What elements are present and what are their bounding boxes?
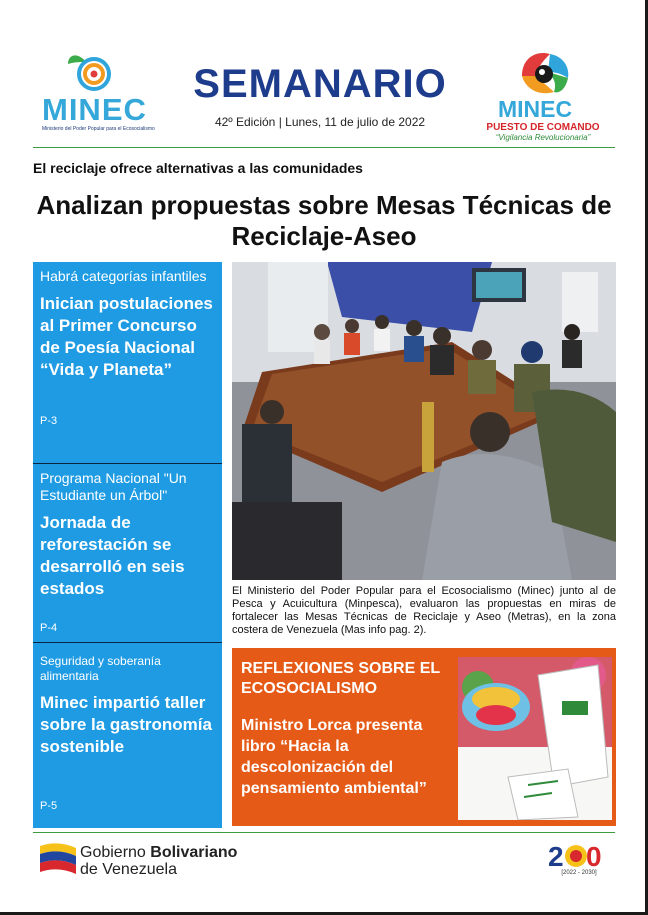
minec-logo-tagline: Ministerio del Poder Popular para el Ecosocialismo xyxy=(42,126,155,132)
sidebar-divider xyxy=(33,463,222,464)
news-sidebar xyxy=(33,262,222,828)
story-subtitle: Habrá categorías infantiles xyxy=(40,268,207,284)
story-page-ref: P-4 xyxy=(40,622,58,634)
kicker: El reciclaje ofrece alternativas a las comunidades xyxy=(33,160,363,176)
venezuela-flag-icon xyxy=(38,840,78,880)
plan-2030-logo xyxy=(546,838,612,880)
meeting-photo xyxy=(232,262,616,580)
book-photo xyxy=(458,657,612,820)
svg-text:0: 0 xyxy=(586,841,602,870)
minec-logo-text: MINEC xyxy=(42,92,147,127)
gobierno-line1 xyxy=(80,844,237,862)
sidebar-story-reforestation[interactable] xyxy=(40,470,216,634)
gobierno-word: Gobierno xyxy=(80,844,151,861)
sidebar-divider xyxy=(33,642,222,643)
puesto-logo-line2: “Vigilancia Revolucionaria” xyxy=(495,133,591,142)
plan-years: [2022 - 2030] xyxy=(561,870,597,876)
story-subtitle: Programa Nacional "Un Estudiante un Árbol" xyxy=(40,470,187,503)
feature-title: Ministro Lorca presenta libro “Hacia la descolonización del pensamiento ambiental” xyxy=(241,717,427,797)
puesto-logo-line1: PUESTO DE COMANDO xyxy=(486,122,600,133)
sidebar-story-gastronomy[interactable] xyxy=(40,654,216,812)
story-page-ref: P-3 xyxy=(40,415,58,427)
puesto-de-comando-logo xyxy=(478,46,608,142)
puesto-logo-minec: MINEC xyxy=(498,96,573,122)
feature-box[interactable] xyxy=(232,648,616,826)
story-subtitle: Seguridad y soberanía alimentaria xyxy=(40,654,161,683)
footer-divider xyxy=(33,832,615,833)
header-divider xyxy=(33,147,615,148)
sidebar-story-poetry[interactable] xyxy=(40,268,216,427)
main-headline: Analizan propuestas sobre Mesas Técnicas de Reciclaje-Aseo xyxy=(36,190,612,251)
plan-2030-emblem-icon xyxy=(546,838,612,870)
eye-emblem-icon xyxy=(478,46,608,100)
photo-caption: El Ministerio del Poder Popular para el Ecosocialismo (Minec) junto al de Pesca y Acuicultura (Minpesca), evaluaron las propuestas en miras de fortalecer las Mesas Técnicas de Reciclaje y Aseo (Metras), en la zona costera de Venezuela (Mas info pag. 2). xyxy=(232,585,616,636)
story-page-ref: P-5 xyxy=(40,800,58,812)
gobierno-bolivariano-logo xyxy=(38,838,268,880)
edition-date: 42º Edición | Lunes, 11 de julio de 2022 xyxy=(214,115,426,129)
story-title: Inician postulaciones al Primer Concurso de Poesía Nacional “Vida y Planeta” xyxy=(40,294,213,379)
gobierno-line2: de Venezuela xyxy=(80,861,177,878)
bolivariano-word: Bolivariano xyxy=(150,844,238,861)
spiral-leaf-icon xyxy=(38,50,158,94)
feature-section: REFLEXIONES SOBRE EL ECOSOCIALISMO xyxy=(241,660,440,697)
story-title: Jornada de reforestación se desarrolló en seis estados xyxy=(40,513,185,598)
svg-text:2: 2 xyxy=(548,841,564,870)
story-title: Minec impartió taller sobre la gastronomía sostenible xyxy=(40,693,212,756)
minec-logo xyxy=(38,50,158,134)
newsletter-title: SEMANARIO xyxy=(193,62,447,106)
